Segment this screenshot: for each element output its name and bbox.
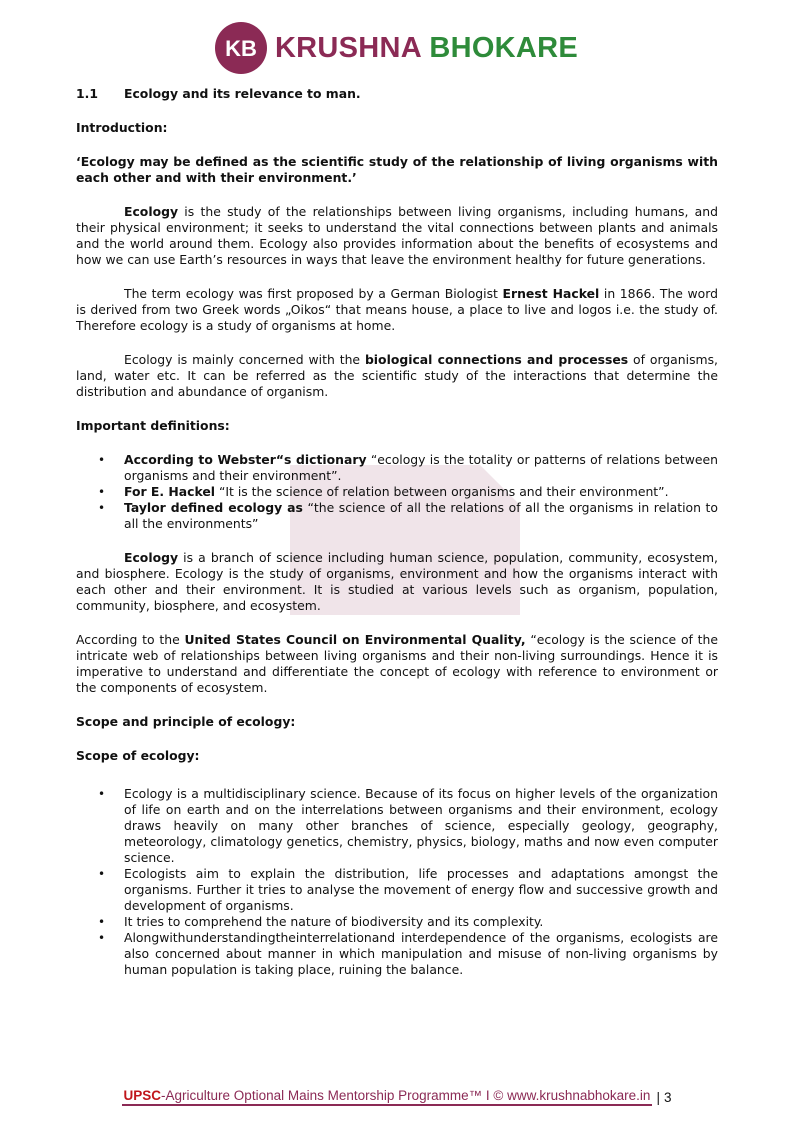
header-logo bbox=[0, 20, 793, 76]
list-item: • Taylor defined ecology as “the science of all the relations of all the organisms in relation to all the environments” bbox=[98, 500, 718, 531]
list-item: • Alongwithunderstandingtheinterrelationand interdependence of the organisms, ecologists are also concerned about manner in which manipulation and misuse of non-living organisms by human population is taking place, ruining the balance. bbox=[98, 930, 718, 977]
paragraph-3 bbox=[76, 352, 718, 400]
para1-bold: Ecology bbox=[124, 204, 179, 219]
para5-bold: United States Council on Environmental Quality, bbox=[184, 632, 526, 647]
bullet-icon: • bbox=[98, 485, 106, 499]
para5-pre: According to the bbox=[76, 632, 185, 647]
logo-emblem bbox=[215, 22, 267, 74]
kb-monogram-icon bbox=[221, 34, 261, 62]
bullet-icon: • bbox=[98, 453, 106, 467]
scope-principle-heading: Scope and principle of ecology: bbox=[76, 714, 296, 729]
page-number: 3 bbox=[663, 1089, 672, 1105]
definitions-heading: Important definitions: bbox=[76, 418, 230, 433]
footer-upsc: UPSC bbox=[123, 1088, 162, 1103]
intro-heading: Introduction: bbox=[76, 120, 168, 135]
para4-bold: Ecology bbox=[124, 550, 179, 565]
list-item: • For E. Hackel “It is the science of relation between organisms and their environment”. bbox=[98, 484, 669, 499]
para2-post: in 1866. The word is derived from two Greek words „Oikos“ that means house, a place to live and logos i.e. the study of. Therefore ecology is a study of organisms at home. bbox=[76, 286, 719, 333]
footer-programme: -Agriculture Optional Mains Mentorship Programme™ I © www.krushnabhokare.in bbox=[161, 1088, 651, 1103]
paragraph-1 bbox=[76, 204, 718, 268]
bullet-icon: • bbox=[98, 931, 106, 945]
bullet-icon: • bbox=[98, 787, 106, 801]
brand-second: BHOKARE bbox=[429, 31, 579, 64]
page-footer bbox=[0, 1088, 793, 1106]
brand-first: KRUSHNA bbox=[274, 31, 421, 64]
paragraph-5 bbox=[76, 632, 718, 696]
para3-bold: biological connections and processes bbox=[364, 352, 629, 367]
paragraph-2 bbox=[76, 286, 718, 334]
document-body bbox=[76, 86, 718, 978]
scope-list bbox=[76, 786, 718, 978]
para4-text: is a branch of science including human science, population, community, ecosystem, and biosphere. Ecology is the study of organisms, environment and how the organisms interact with each other and their environment. It is studied at various levels such as organism, population, community, biosphere, and ecosystem. bbox=[76, 550, 718, 613]
list-item: • It tries to comprehend the nature of biodiversity and its complexity. bbox=[98, 914, 544, 929]
brand-name bbox=[275, 32, 578, 65]
paragraph-4 bbox=[76, 550, 718, 614]
scope-heading: Scope of ecology: bbox=[76, 748, 200, 763]
para2-pre: The term ecology was first proposed by a German Biologist bbox=[124, 286, 503, 301]
para3-post: of organisms, land, water etc. It can be referred as the scientific study of the interactions that determine the distribution and abundance of organism. bbox=[76, 352, 718, 399]
bullet-icon: • bbox=[98, 915, 106, 929]
section-number: 1.1 bbox=[76, 86, 98, 101]
para1-text: is the study of the relationships between living organisms, including humans, and their physical environment; it seeks to understand the vital connections between plants and animals and the world around them. Ecology also provides information about the benefits of ecosystems and how we can use Earth’s resources in ways that leave the environment healthy for future generations. bbox=[76, 204, 718, 267]
definitions-list bbox=[76, 452, 718, 532]
definition-quote: ‘Ecology may be defined as the scientific study of the relationship of living organisms with each other and with their environment.’ bbox=[76, 154, 718, 185]
footer-separator: | bbox=[656, 1089, 660, 1105]
para3-pre: Ecology is mainly concerned with the bbox=[124, 352, 365, 367]
bullet-icon: • bbox=[98, 867, 106, 881]
para5-post: “ecology is the science of the intricate web of relationships between living organisms and their non-living surroundings. Hence it is imperative to understand and differentiate the concept of ecology with reference to environment or the components of ecosystem. bbox=[76, 632, 718, 695]
bullet-icon: • bbox=[98, 501, 106, 515]
section-title bbox=[76, 86, 718, 102]
list-item: • Ecologists aim to explain the distribution, life processes and adaptations amongst the organisms. Further it tries to analyse the movement of energy flow and successive growth and development of organisms. bbox=[98, 866, 718, 913]
list-item: • Ecology is a multidisciplinary science. Because of its focus on higher levels of the organization of life on earth and on the interrelations between organisms and their environment, ecology draws heavily on many other branches of science, especially geology, geography, meteorology, climatology genetics, chemistry, physics, biology, maths and now even computer science. bbox=[98, 786, 718, 865]
section-title-text: Ecology and its relevance to man. bbox=[124, 86, 361, 101]
footer-banner bbox=[122, 1088, 653, 1106]
logo-initials: KB bbox=[225, 36, 257, 61]
para2-bold: Ernest Hackel bbox=[502, 286, 600, 301]
list-item: • According to Webster“s dictionary “ecology is the totality or patterns of relations between organisms and their environment”. bbox=[98, 452, 718, 483]
